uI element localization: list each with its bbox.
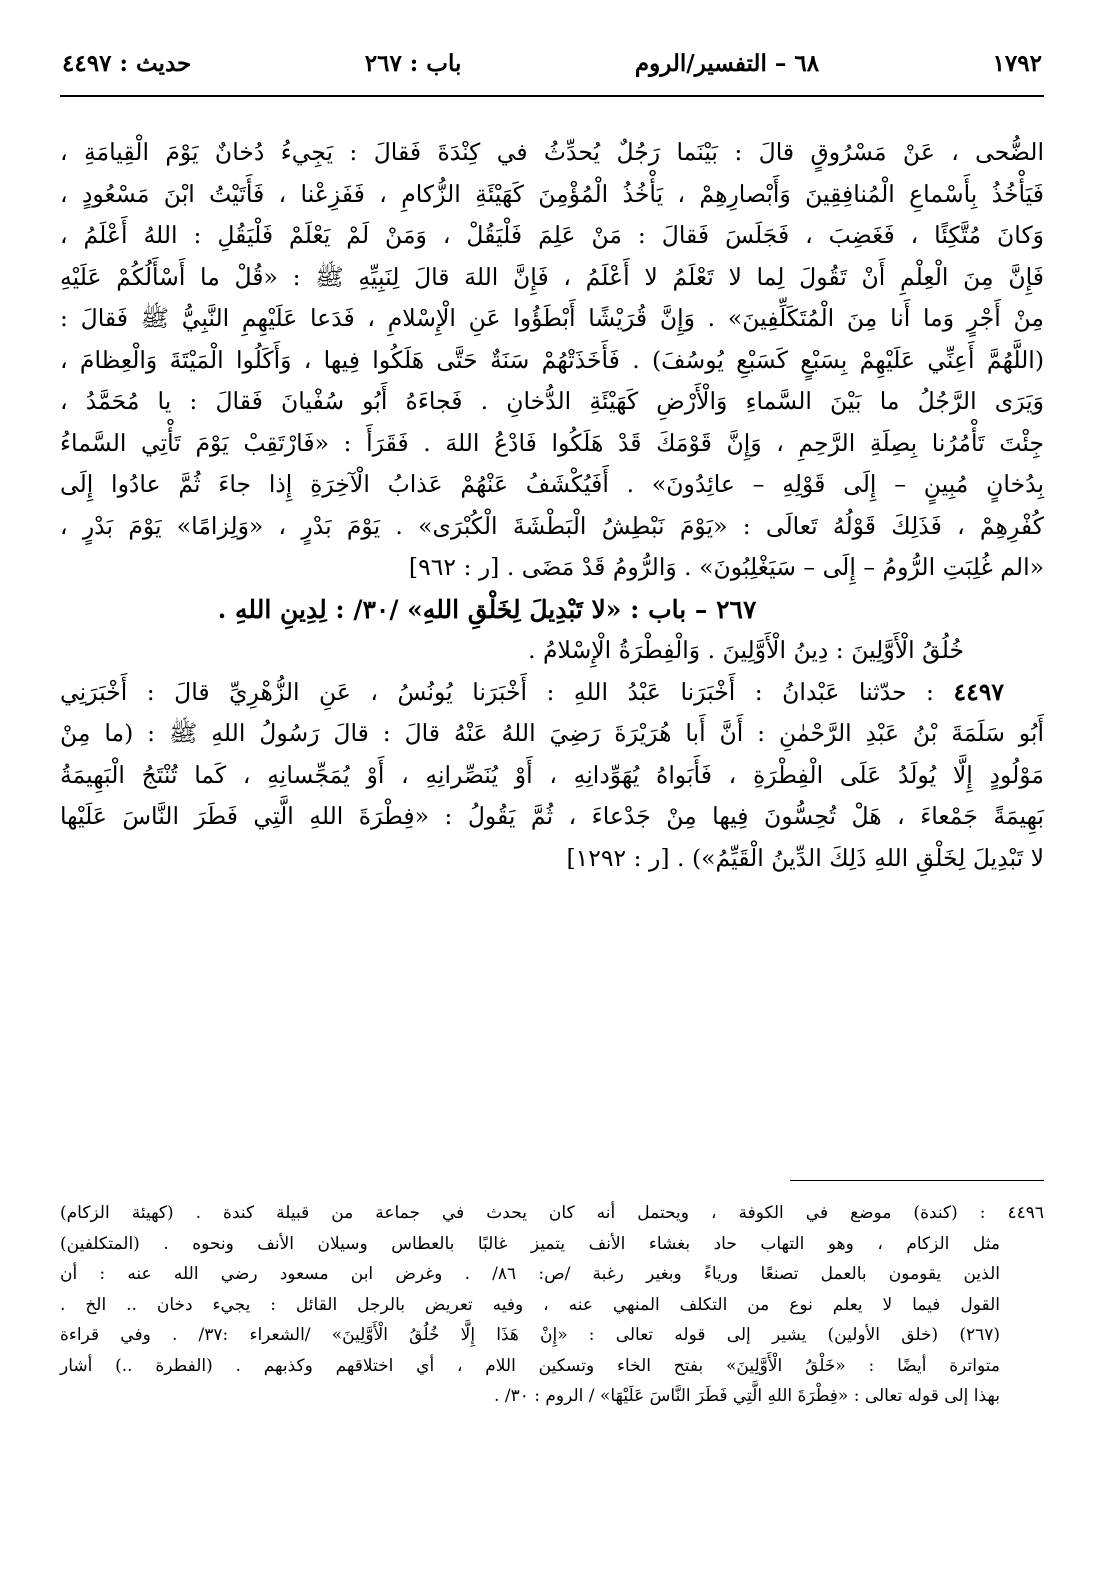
chapter-heading-number: ٢٦٧ – باب :	[630, 594, 757, 624]
footnote-line: الذين يقومون بالعمل تصنعًا ورياءً وبغير رغبة /ص: ٨٦/ . وغرض ابن مسعود رضي الله عنه : أن	[60, 1264, 1000, 1284]
text-line: مِنْ أَجْرٍ وَما أَنا مِنَ الْمُتَكَلِّفِينَ» . وَإِنَّ قُرَيْشًا أَبْطَؤُوا عَنِ الْإِسْلامِ ، فَدَعا عَلَيْهِمِ النَّبِيُّ ﷺ فَقالَ :	[60, 304, 1044, 332]
hadith-body-number: ٤٤٩٧	[953, 677, 1004, 706]
text-line: (اللَّهُمَّ أَعِنِّي عَلَيْهِمْ بِسَبْعٍ كَسَبْعِ يُوسُفَ) . فَأَخَذَتْهُمْ سَنَةٌ حَتَّى هَلَكُوا فِيها ، وَأَكَلُوا الْمَيْتَةَ وَالْعِظامَ ،	[60, 345, 1044, 374]
hadith-opening-line	[60, 672, 1044, 714]
text-line: بِدُخانٍ مُبِينٍ – إِلَى قَوْلِهِ – عائِدُونَ» . أَفَيُكْشَفُ عَنْهُمْ عَذابُ الْآخِرَةِ إِذا جاءَ ثُمَّ عادُوا إِلَى	[60, 470, 1044, 498]
text-line: جِئْتَ تَأْمُرُنا بِصِلَةِ الرَّحِمِ ، وَإِنَّ قَوْمَكَ قَدْ هَلَكُوا فَادْعُ اللهَ . فَقَرَأَ : «فَارْتَقِبْ يَوْمَ تَأْتِي السَّماءُ	[60, 428, 1044, 457]
header-divider	[60, 95, 1044, 97]
text-line: وَيَرَى الرَّجُلُ ما بَيْنَ السَّماءِ وَالْأَرْضِ كَهَيْئَةِ الدُّخانِ . فَجاءَهُ أَبُو سُفْيانَ فَقالَ : يا مُحَمَّدُ ،	[60, 387, 1044, 415]
hadith-line: بَهِيمَةً جَمْعاءَ ، هَلْ تُحِسُّونَ فِيها مِنْ جَدْعاءَ ، ثُمَّ يَقُولُ : «فِطْرَةَ اللهِ الَّتِي فَطَرَ النَّاسَ عَلَيْها	[60, 802, 1044, 830]
text-line: وَكانَ مُتَّكِئًا ، فَغَضِبَ ، فَجَلَسَ فَقالَ : مَنْ عَلِمَ فَلْيَقُلْ ، وَمَنْ لَمْ يَعْلَمْ فَلْيَقُلِ : اللهُ أَعْلَمُ ،	[60, 221, 1044, 249]
main-text	[60, 132, 1044, 879]
hadith-chain: : حدّثنا عَبْدانُ : أَخْبَرَنا عَبْدُ اللهِ : أَخْبَرَنا يُونُسُ ، عَنِ الزُّهْرِيِّ قالَ : أَخْبَرَنِي	[60, 677, 934, 706]
chapter-heading-title: «لا تَبْدِيلَ لِخَلْقِ اللهِ» /٣٠/ : لِدِينِ اللهِ .	[217, 594, 622, 624]
text-line: فَيَأْخُذُ بِأَسْماعِ الْمُنافِقِينَ وَأَبْصارِهِمْ ، يَأْخُذُ الْمُؤْمِنَ كَهَيْئَةِ الزُّكامِ ، فَفَزِعْنا ، فَأَتَيْتُ ابْنَ مَسْعُودٍ ،	[60, 179, 1044, 208]
text-line: كُفْرِهِمْ ، فَذَلِكَ قَوْلُهُ تَعالَى : «يَوْمَ نَبْطِشُ الْبَطْشَةَ الْكُبْرَى» . يَوْمَ بَدْرٍ ، «وَلِزامًا» يَوْمَ بَدْرٍ ،	[60, 511, 1044, 540]
chapter-subheading: خُلُقُ الْأَوَّلِينَ : دِينُ الْأَوَّلِينَ . وَالْفِطْرَةُ الْإِسْلامُ .	[528, 636, 964, 664]
footnote-line: متواترة أيضًا : «خَلْقُ الْأَوَّلِينَ» بفتح الخاء وتسكين اللام ، أي اختلاقهم وكذبهم . (الفطرة ..) أشار	[60, 1355, 1000, 1376]
text-line: الضُّحى ، عَنْ مَسْرُوقٍ قالَ : بَيْنَما رَجُلٌ يُحدِّثُ في كِنْدَةَ فَقالَ : يَجِيءُ دُخانٌ يَوْمَ الْقِيامَةِ ،	[60, 138, 1044, 166]
text-line-end: «الم غُلِبَتِ الرُّومُ – إِلَى – سَيَغْلِبُونَ» . وَالرُّومُ قَدْ مَضَى . [ر : ٩٦٢]	[408, 553, 1044, 581]
text-line: فَإِنَّ مِنَ الْعِلْمِ أَنْ تَقُولَ لِما لا تَعْلَمُ لا أَعْلَمُ ، فَإِنَّ اللهَ قالَ لِنَبِيِّهِ ﷺ : «قُلْ ما أَسْأَلُكُمْ عَلَيْهِ	[60, 262, 1044, 291]
hadith-line: مَوْلُودٍ إِلَّا يُولَدُ عَلَى الْفِطْرَةِ ، فَأَبَواهُ يُهَوِّدانِهِ ، أَوْ يُنَصِّرانِهِ ، أَوْ يُمَجِّسانِهِ ، كَما تُنْتَجُ الْبَهِيمَةُ	[60, 760, 1044, 789]
footnote-line: ٤٤٩٦ : (كندة) موضع في الكوفة ، ويحتمل أنه كان يحدث في جماعة من قبيلة كندة . (كهيئة الزكام)	[60, 1203, 1044, 1223]
footnote-line: (٢٦٧) (خلق الأولين) يشير إلى قوله تعالى : «إِنْ هَذَا إِلَّا خُلُقُ الْأَوَّلِينَ» /الشعراء :٣٧/ . وفي قراءة	[60, 1325, 1000, 1345]
page-header	[62, 40, 1042, 86]
footnote-divider	[790, 1180, 1044, 1181]
page-number: ١٧٩٢	[992, 49, 1042, 77]
footnote-line: مثل الزكام ، وهو التهاب حاد بغشاء الأنف يتميز غالبًا بالعطاس وسيلان الأنف ونحوه . (المتكلفين)	[60, 1233, 1000, 1254]
footnotes	[60, 1198, 1044, 1412]
chapter-number: باب : ٢٦٧	[364, 49, 462, 77]
hadith-number: حديث : ٤٤٩٧	[62, 49, 192, 77]
chapter-heading	[60, 589, 1044, 631]
footnote-line: القول فيما لا يعلم نوع من التكلف المنهي عنه ، وفيه تعريض بالرجل القائل : يجيء دخان .. الخ .	[60, 1294, 1000, 1315]
hadith-line: أَبُو سَلَمَةَ بْنُ عَبْدِ الرَّحْمٰنِ : أَنَّ أَبا هُرَيْرَةَ رَضِيَ اللهُ عَنْهُ قالَ : قالَ رَسُولُ اللهِ ﷺ : (ما مِنْ	[60, 719, 1044, 747]
footnote-line-end: بهذا إلى قوله تعالى : «فِطْرَةَ اللهِ الَّتِي فَطَرَ النَّاسَ عَلَيْهَا» / الروم : ٣٠/ .	[494, 1386, 1000, 1406]
hadith-line-end: لا تَبْدِيلَ لِخَلْقِ اللهِ ذَلِكَ الدِّينُ الْقَيِّمُ») . [ر : ١٢٩٢]	[566, 843, 1044, 872]
book-title: ٦٨ – التفسير/الروم	[634, 49, 820, 77]
